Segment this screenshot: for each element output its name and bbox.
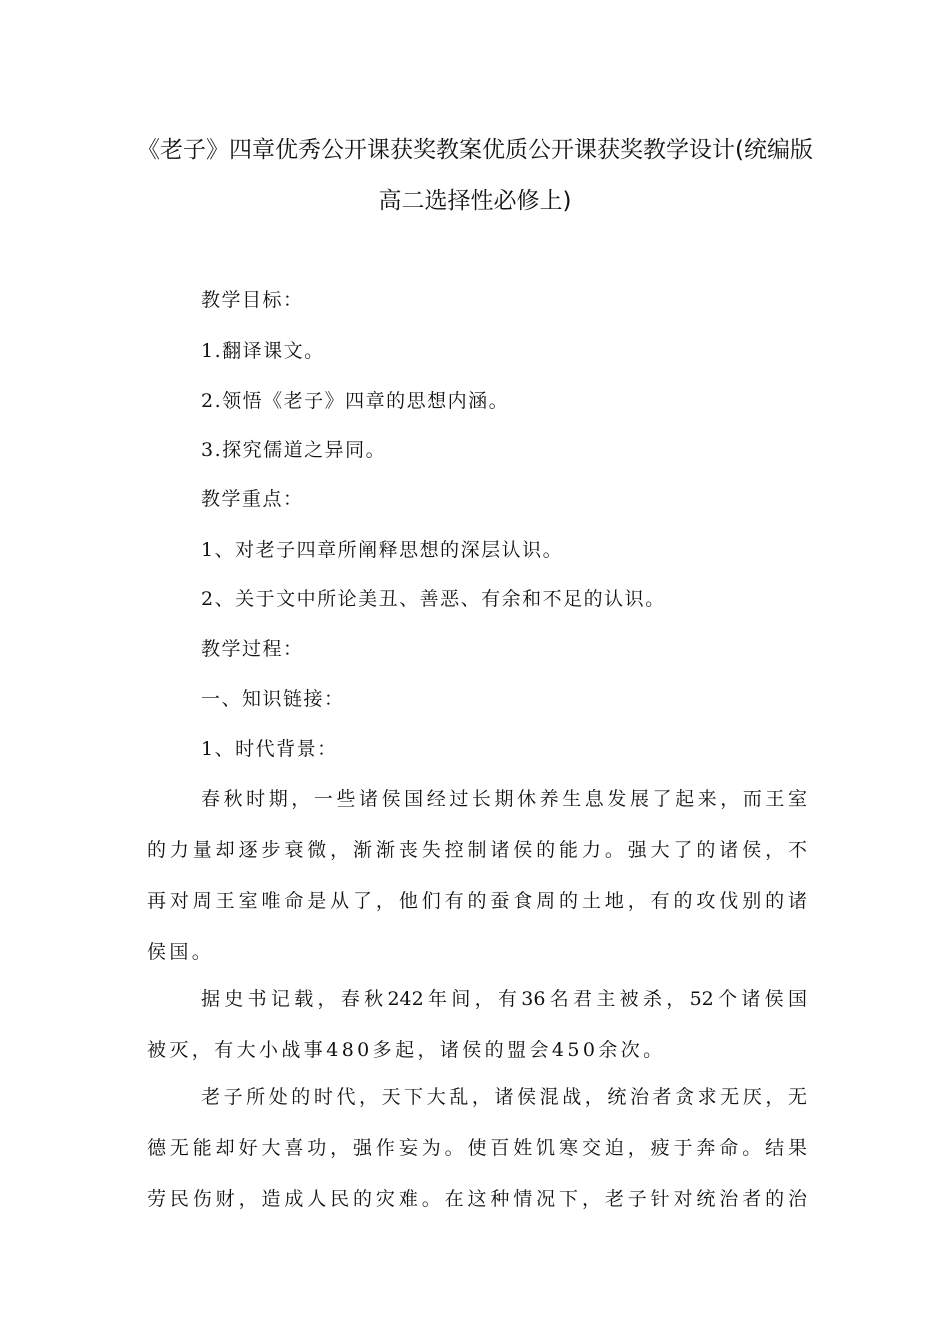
paragraph-line: 老子所处的时代，天下大乱，诸侯混战，统治者贪求无厌，无: [201, 1086, 807, 1108]
paragraph-laozi-era: [147, 1083, 807, 1236]
paragraph-spring-autumn-period: [147, 785, 807, 989]
paragraph-line: 劳民伤财，造成人民的灾难。在这种情况下，老子针对统治者的治: [147, 1188, 807, 1210]
heading-teaching-process: 教学过程：: [201, 638, 304, 660]
focus-item-1: 1、对老子四章所阐释思想的深层认识。: [201, 539, 564, 561]
focus-item-2: 2、关于文中所论美丑、善恶、有余和不足的认识。: [201, 588, 666, 610]
paragraph-line: 德无能却好大喜功，强作妄为。使百姓饥寒交迫，疲于奔命。结果: [147, 1137, 807, 1159]
subsection-historical-background: 1、时代背景：: [201, 738, 338, 760]
paragraph-line: 再对周王室唯命是从了，他们有的蚕食周的土地，有的攻伐别的诸: [147, 890, 807, 912]
heading-teaching-objectives: 教学目标：: [201, 289, 304, 311]
paragraph-historical-records: [147, 985, 807, 1087]
paragraph-line: 侯国。: [147, 941, 215, 963]
paragraph-line: 春秋时期，一些诸侯国经过长期休养生息发展了起来，而王室: [201, 788, 807, 810]
heading-teaching-focus: 教学重点：: [201, 488, 304, 510]
objective-item-2: 2.领悟《老子》四章的思想内涵。: [201, 390, 510, 412]
paragraph-line: 被灭，有大小战事480多起，诸侯的盟会450余次。: [147, 1039, 666, 1061]
document-title-line-1: 《老子》四章优秀公开课获奖教案优质公开课获奖教学设计(统编版: [137, 137, 813, 163]
paragraph-line: 的力量却逐步衰微，渐渐丧失控制诸侯的能力。强大了的诸侯，不: [147, 839, 807, 861]
document-title-line-2: 高二选择性必修上): [378, 188, 572, 214]
objective-item-1: 1.翻译课文。: [201, 340, 325, 362]
section-knowledge-link: 一、知识链接：: [201, 688, 345, 710]
objective-item-3: 3.探究儒道之异同。: [201, 439, 387, 461]
paragraph-line: 据史书记载，春秋242年间，有36名君主被杀，52个诸侯国: [201, 988, 807, 1010]
